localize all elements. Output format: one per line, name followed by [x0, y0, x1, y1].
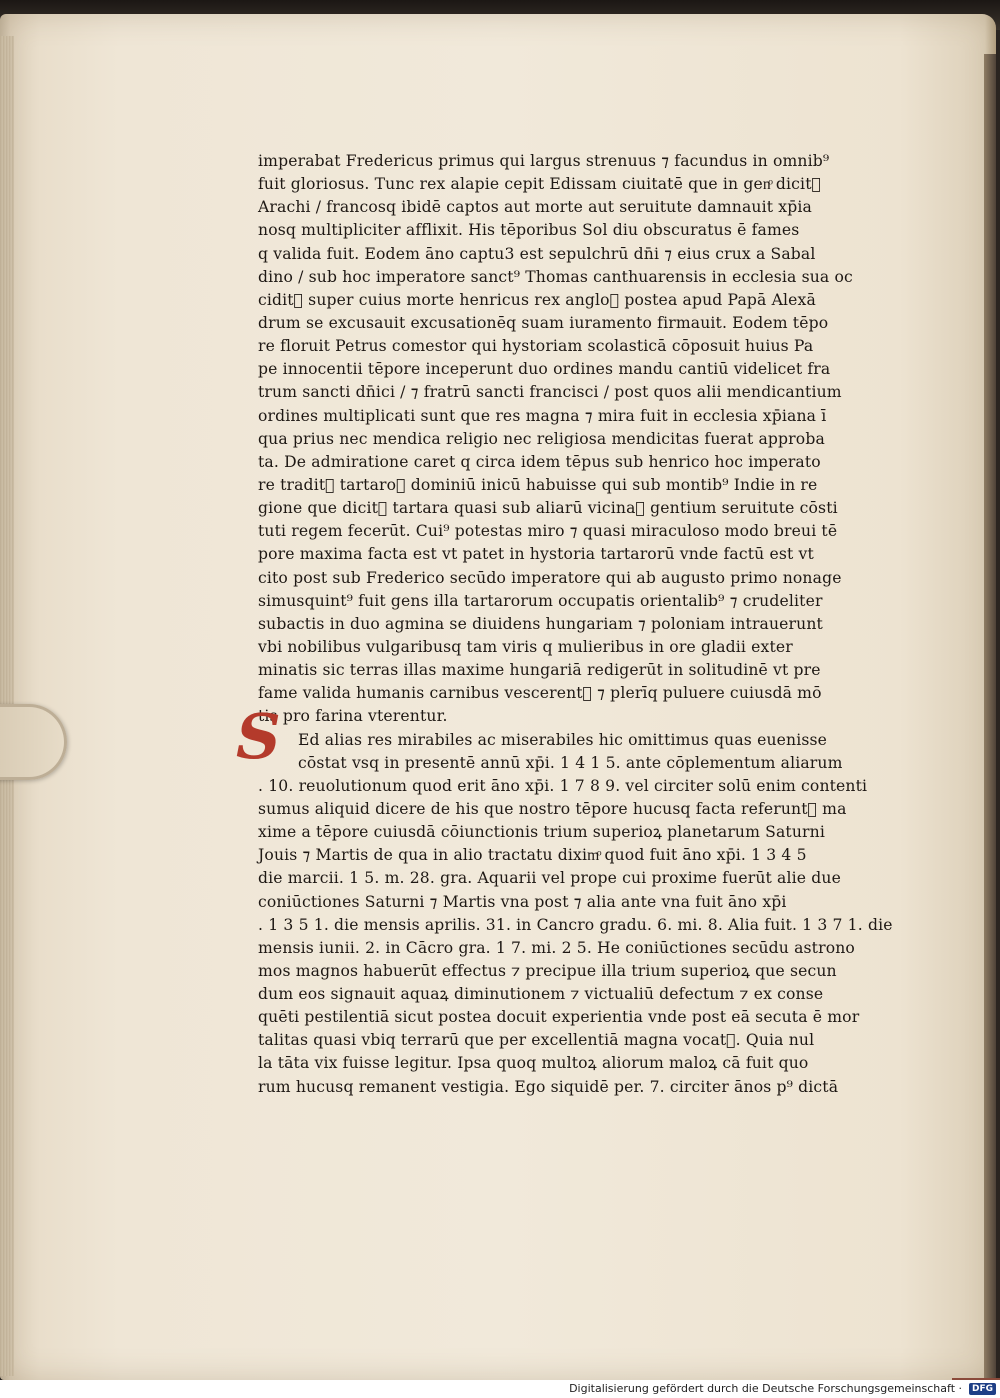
text-line: Ed alias res mirabiles ac miserabiles hic omittimus quas euenisse	[298, 730, 828, 749]
text-line: fuit gloriosus. Tunc rex alapie cepit Edissam ciuitatē que in genͦ dicit᷑	[258, 175, 821, 194]
text-line: trum sancti dn̄ici / ⁊ fratrū sancti francisci / post quos alii mendicantium	[258, 383, 842, 402]
text-line: tuti regem fecerūt. Cui⁹ potestas miro ⁊ quasi miraculoso modo breui tē	[258, 522, 838, 541]
text-line: imperabat Fredericus primus qui largus strenuus ⁊ facundus in omnib⁹	[258, 152, 830, 170]
text-line: . 10. reuolutionum quod erit āno xp̄i. 1 7 8 9. vel circiter solū enim contenti	[258, 776, 868, 795]
text-line: cito post sub Frederico secūdo imperatore qui ab augusto primo nonage	[258, 568, 842, 587]
text-line: pe innocentii tēpore inceperunt duo ordines mandu cantiū videlicet fra	[258, 360, 831, 379]
footer-bar	[0, 1380, 1000, 1398]
text-line: ordines multiplicati sunt que res magna ⁊ mira fuit in ecclesia xp̄iana ī	[258, 406, 827, 425]
text-line: simusquint⁹ fuit gens illa tartarorum occupatis orientalib⁹ ⁊ crudeliter	[258, 591, 823, 610]
text-line: quēti pestilentiā sicut postea docuit experientia vnde post eā secuta ē mor	[258, 1008, 860, 1027]
text-line: mensis iunii. 2. in Cācro gra. 1 7. mi. 2 5. He coniūctiones secūdu astrono	[258, 938, 855, 957]
dfg-logo: DFG	[969, 1383, 996, 1395]
text-line: subactis in duo agmina se diuidens hungariam ⁊ poloniam intrauerunt	[258, 614, 823, 633]
text-line: dino / sub hoc imperatore sanct⁹ Thomas canthuarensis in ecclesia sua oc	[258, 267, 853, 286]
text-line: drum se excusauit excusationēq suam iuramento firmauit. Eodem tēpo	[258, 313, 829, 332]
text-line: pore maxima facta est vt patet in hystoria tartarorū vnde factū est vt	[258, 545, 814, 564]
text-block	[236, 150, 893, 1099]
text-line: tis pro farina vterentur.	[258, 707, 448, 726]
text-line: talitas quasi vbiq terrarū que per excellentiā magna vocat᷑. Quia nul	[258, 1031, 815, 1050]
red-initial: S	[236, 700, 281, 773]
text-line: re floruit Petrus comestor qui hystoriam scolasticā cōposuit huius Pa	[258, 337, 814, 356]
text-line: qua prius nec mendica religio nec religiosa mendicitas fuerat approba	[258, 429, 825, 448]
text-line: dum eos signauit aquaꝝ diminutionem ⁊ victualiū defectum ⁊ ex conse	[258, 985, 824, 1004]
footer-credit: Digitalisierung gefördert durch die Deutsche Forschungsgemeinschaft ·	[569, 1382, 962, 1395]
binding	[984, 54, 996, 1394]
text-line: gione que dicit᷑ tartara quasi sub aliarū vicinaꝝ gentium seruitute cōsti	[258, 499, 838, 518]
text-line: rum hucusq remanent vestigia. Ego siquidē per. 7. circiter ānos p⁹ dictā	[258, 1077, 839, 1096]
text-line: Jouis ⁊ Martis de qua in alio tractatu diximͦ quod fuit āno xp̄i. 1 3 4 5	[258, 846, 807, 865]
page-tab	[0, 704, 67, 780]
text-line: cōstat vsq in presentē annū xp̄i. 1 4 1 5. ante cōplementum aliarum	[298, 753, 843, 772]
text-line: coniūctiones Saturni ⁊ Martis vna post ⁊ alia ante vna fuit āno xp̄i	[258, 892, 787, 911]
text-line: la tāta vix fuisse legitur. Ipsa quoq multoꝝ aliorum maloꝝ cā fuit quo	[258, 1054, 809, 1073]
text-line: fame valida humanis carnibus vescerent᷑ ⁊ plerīq puluere cuiusdā mō	[258, 684, 822, 703]
text-line: minatis sic terras illas maxime hungariā redigerūt in solitudinē vt pre	[258, 661, 821, 680]
text-line: re tradit᷑ tartaroꝝ dominiū inicū habuisse qui sub montib⁹ Indie in re	[258, 475, 818, 494]
text-line: nosq multipliciter afflixit. His tēporibus Sol diu obscuratus ē fames	[258, 221, 800, 240]
text-line: ta. De admiratione caret q circa idem tēpus sub henrico hoc imperato	[258, 452, 821, 471]
text-line: cidit᷑ super cuius morte henricus rex angloꝝ postea apud Papā Alexā	[258, 290, 816, 309]
text-line: mos magnos habuerūt effectus ⁊ precipue illa trium superioꝝ que secun	[258, 961, 837, 980]
text-line: vbi nobilibus vulgaribusq tam viris q mulieribus in ore gladii exter	[258, 637, 793, 656]
text-line: Arachi / francosq ibidē captos aut morte aut seruitute damnauit xp̄ia	[258, 198, 812, 217]
text-line: xime a tēpore cuiusdā cōiunctionis trium superioꝝ planetarum Saturni	[258, 823, 825, 842]
text-line: die marcii. 1 5. m. 28. gra. Aquarii vel prope cui proxime fuerūt alie due	[258, 869, 841, 888]
text-line: sumus aliquid dicere de his que nostro tēpore hucusq facta referunt᷑ ma	[258, 799, 847, 818]
text-line: . 1 3 5 1. die mensis aprilis. 31. in Cancro gradu. 6. mi. 8. Alia fuit. 1 3 7 1. die	[258, 915, 893, 934]
text-line: q valida fuit. Eodem āno captu3 est sepulchrū dn̄i ⁊ eius crux a Sabal	[258, 244, 816, 263]
